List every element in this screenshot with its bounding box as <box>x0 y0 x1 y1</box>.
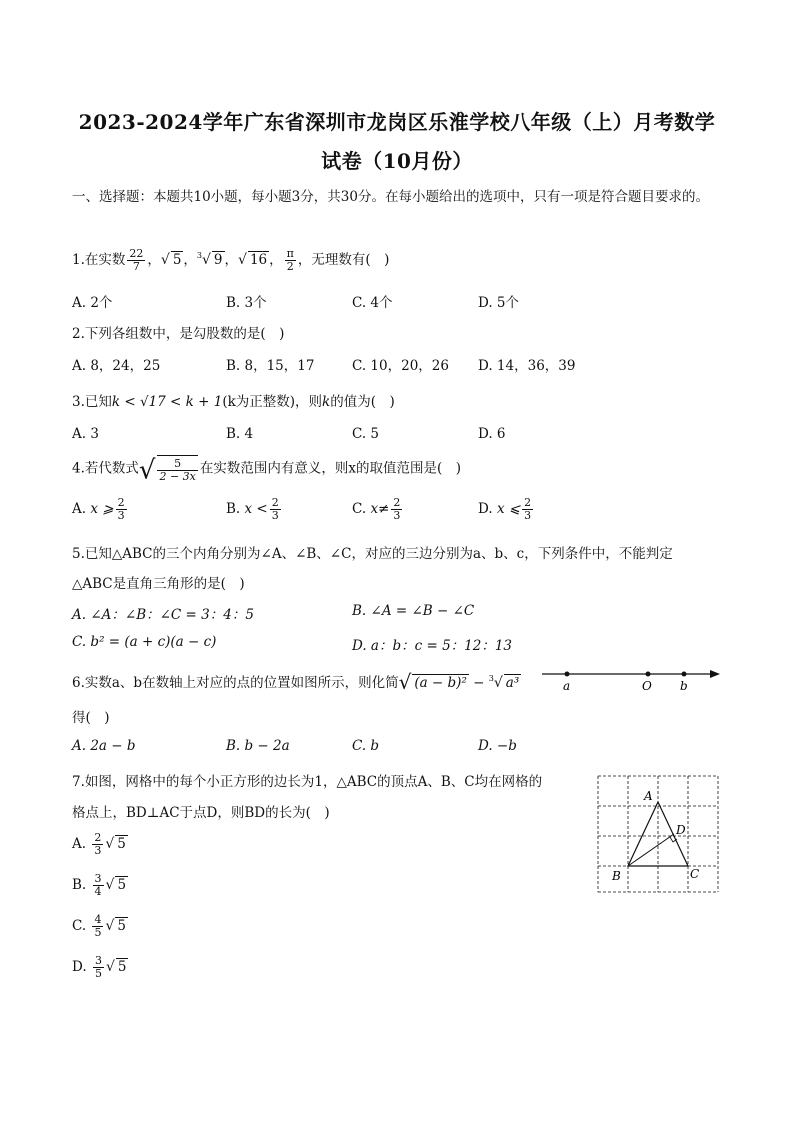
fig-label-a: A <box>644 789 653 803</box>
q5-option-a[interactable]: A. ∠A：∠B：∠C = 3：4：5 <box>72 607 254 623</box>
axis-label-o: O <box>642 679 652 693</box>
q6-cbrt-symbol: √ <box>493 675 503 691</box>
q1-sqrt16: 16 <box>249 252 268 268</box>
q1-cbrt9: 9 <box>213 252 223 268</box>
q1-suffix: ，无理数有( ) <box>297 252 390 268</box>
q7-b-num: 3 <box>94 872 102 885</box>
question-6-line2: 得( ) <box>72 710 110 726</box>
q3-suffix: 的值为( ) <box>330 394 395 410</box>
q4-f-den: 2 − 3x <box>159 470 196 483</box>
question-7-line1: 7.如图，网格中的每个小正方形的边长为1，△ABC的顶点A、B、C均在网格的 <box>72 774 543 790</box>
q7-d-sqrt-symbol: √ <box>105 959 115 975</box>
q4-fraction <box>157 455 197 483</box>
q1-cube-index: 3 <box>196 251 202 260</box>
q1-fraction-pi-2 <box>285 248 296 273</box>
q4-option-a[interactable] <box>72 497 129 522</box>
point-b-dot <box>682 672 687 677</box>
q6-sqrt-symbol: √ <box>398 670 412 694</box>
q4-b-frac <box>270 497 281 522</box>
q4-d-rel: x ⩽ <box>496 501 521 517</box>
q1-option-d[interactable]: D. 5个 <box>478 295 520 311</box>
q7-c-label: C. <box>72 918 87 934</box>
q4-c-num: 2 <box>393 496 401 509</box>
question-5-line2: △ABC是直角三角形的是( ) <box>72 576 245 592</box>
q4-option-b[interactable] <box>226 497 283 522</box>
q7-d-rad: 5 <box>117 959 127 975</box>
q1-sep3: ， <box>224 252 239 268</box>
q3-option-b[interactable]: B. 4 <box>226 426 254 442</box>
q1-option-a[interactable]: A. 2个 <box>72 295 113 311</box>
q6-option-d[interactable]: D. −b <box>478 738 517 754</box>
q1-sqrt-symbol-2: √ <box>238 252 247 268</box>
point-o-dot <box>646 672 651 677</box>
fig-label-b: B <box>612 869 621 883</box>
q6-option-c[interactable]: C. b <box>352 738 380 754</box>
q1-prefix: 1.在实数 <box>72 252 126 268</box>
q2-option-d[interactable]: D. 14，36，39 <box>478 358 576 374</box>
page-title-line2: 试卷（10月份） <box>321 149 473 173</box>
q7-b-den: 4 <box>94 885 102 898</box>
q4-d-den: 3 <box>524 509 532 522</box>
q7-a-num: 2 <box>94 831 102 844</box>
q6-option-b[interactable]: B. b − 2a <box>226 738 290 754</box>
number-line-figure <box>538 662 724 696</box>
q4-d-label: D. <box>478 501 493 517</box>
q3-prefix: 3.已知 <box>72 394 112 410</box>
q7-a-rad: 5 <box>117 836 126 852</box>
q1-sep4: ， <box>269 252 283 268</box>
q6-minus: − <box>473 675 485 691</box>
q1-pi-num: π <box>286 247 294 260</box>
question-5-line1: 5.已知△ABC的三个内角分别为∠A、∠B、∠C，对应的三边分别为a、b、c，下列条件中，不能判定 <box>72 546 673 562</box>
q7-c-den: 5 <box>94 926 102 939</box>
fig-label-d: D <box>676 823 686 837</box>
q4-f-num: 5 <box>157 458 197 471</box>
q4-suffix: 在实数范围内有意义，则x的取值范围是( ) <box>199 460 462 477</box>
q7-option-d[interactable] <box>72 955 128 980</box>
q3-option-d[interactable]: D. 6 <box>478 426 506 442</box>
q7-b-frac <box>93 873 104 898</box>
page-title-line1: 2023-2024学年广东省深圳市龙岗区乐淮学校八年级（上）月考数学 <box>78 110 716 134</box>
q3-option-c[interactable]: C. 5 <box>352 426 380 442</box>
q6-option-a[interactable]: A. 2a − b <box>72 738 136 754</box>
q4-prefix: 4.若代数式 <box>72 460 139 477</box>
q4-b-den: 3 <box>271 509 279 522</box>
q6-prefix: 6.实数a、b在数轴上对应的点的位置如图所示，则化简 <box>72 675 399 691</box>
q4-d-frac <box>522 497 533 522</box>
q3-var: k <box>322 394 331 410</box>
q2-option-a[interactable]: A. 8，24，25 <box>72 358 161 374</box>
q4-d-num: 2 <box>524 496 532 509</box>
q1-option-b[interactable]: B. 3个 <box>226 295 267 311</box>
q7-a-frac <box>92 832 103 857</box>
q1-f-num: 22 <box>129 247 144 260</box>
question-6-line1 <box>72 670 521 694</box>
q4-c-den: 3 <box>393 509 401 522</box>
q4-b-num: 2 <box>271 496 279 509</box>
q1-cbrt-symbol: √ <box>202 252 211 268</box>
q6-cbrt-inner: a³ <box>505 675 520 691</box>
q7-c-num: 4 <box>94 913 102 926</box>
q4-c-rel: x≠ <box>370 501 390 517</box>
question-3-stem <box>72 390 395 410</box>
question-4-stem <box>72 455 461 486</box>
q1-fraction-22-7 <box>127 248 145 273</box>
q4-option-c[interactable] <box>352 497 404 522</box>
q1-sqrt5: 5 <box>172 252 182 268</box>
q4-c-frac <box>391 497 402 522</box>
q7-b-label: B. <box>72 877 87 893</box>
q4-b-label: B. <box>226 501 241 517</box>
q4-a-num: 2 <box>117 496 125 509</box>
q4-a-rel: x ⩾ <box>90 501 114 517</box>
q4-sqrt-symbol: √ <box>138 455 156 486</box>
q7-c-rad: 5 <box>117 918 126 934</box>
q5-option-d[interactable]: D. a：b：c = 5：12：13 <box>352 638 513 654</box>
q2-option-c[interactable]: C. 10，20，26 <box>352 358 449 374</box>
q2-option-b[interactable]: B. 8，15，17 <box>226 358 315 374</box>
q4-b-rel: x < <box>244 501 268 517</box>
q7-option-a[interactable] <box>72 832 128 857</box>
q7-a-sqrt-symbol: √ <box>105 836 115 852</box>
q1-sep2: ， <box>183 252 197 268</box>
question-7-line2: 格点上，BD⊥AC于点D，则BD的长为( ) <box>72 805 330 821</box>
q7-b-sqrt-symbol: √ <box>105 877 115 893</box>
q3-inequality: k < √17 < k + 1 <box>111 394 223 410</box>
q1-sep1: ， <box>147 252 161 268</box>
q7-d-frac <box>93 955 104 980</box>
q6-sqrt-inner: (a − b)² <box>414 675 467 691</box>
q3-mid: (k为正整数)，则 <box>222 394 323 410</box>
point-a-dot <box>565 672 570 677</box>
q7-option-c[interactable] <box>72 914 128 939</box>
q5-option-b[interactable]: B. ∠A = ∠B − ∠C <box>352 603 475 619</box>
q7-d-label: D. <box>72 959 87 975</box>
q1-f-den: 7 <box>132 260 140 273</box>
q7-a-label: A. <box>72 836 87 852</box>
q7-d-num: 3 <box>94 954 102 967</box>
q4-c-label: C. <box>352 501 367 517</box>
q4-a-label: A. <box>72 501 87 517</box>
q1-pi-den: 2 <box>286 260 294 273</box>
q5-option-c[interactable]: C. b² = (a + c)(a − c) <box>72 634 217 650</box>
q7-c-frac <box>92 914 103 939</box>
axis-label-b: b <box>680 679 688 693</box>
q1-sqrt-symbol: √ <box>160 252 170 268</box>
q7-a-den: 3 <box>94 844 102 857</box>
q4-a-frac <box>116 497 127 522</box>
q7-d-den: 5 <box>94 967 102 980</box>
q3-option-a[interactable]: A. 3 <box>72 426 99 442</box>
number-line-arrow-icon <box>710 670 720 678</box>
q1-option-c[interactable]: C. 4个 <box>352 295 393 311</box>
q7-c-sqrt-symbol: √ <box>105 918 115 934</box>
axis-label-a: a <box>563 679 571 693</box>
q7-b-rad: 5 <box>117 877 127 893</box>
section-heading: 一、选择题：本题共10小题，每小题3分，共30分。在每小题给出的选项中，只有一项是符合题目要求的。 <box>72 189 709 205</box>
q4-option-d[interactable] <box>478 497 535 522</box>
question-1-stem <box>72 248 389 273</box>
q7-option-b[interactable] <box>72 873 128 898</box>
fig-label-c: C <box>690 867 700 881</box>
grid-triangle-figure <box>594 772 724 896</box>
question-2-stem: 2.下列各组数中，是勾股数的是( ) <box>72 326 285 342</box>
q6-cube-index: 3 <box>488 674 494 683</box>
q4-a-den: 3 <box>117 509 125 522</box>
